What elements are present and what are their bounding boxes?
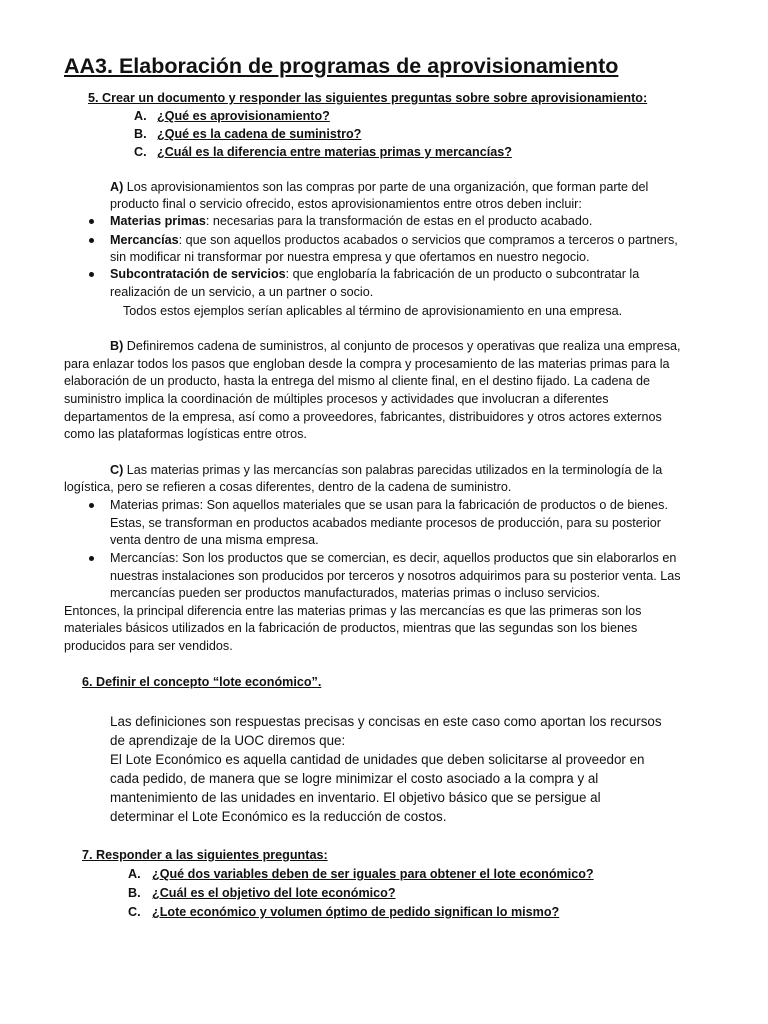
answer-b-paragraph: [110, 338, 681, 356]
bullet-text: venta dentro de una misma empresa.: [110, 533, 319, 547]
answer-a-label: A): [110, 180, 124, 194]
question-letter: C.: [128, 905, 141, 919]
answer-c-paragraph: [110, 462, 662, 480]
section-6-line: El Lote Económico es aquella cantidad de unidades que deben solicitarse al proveedor en: [110, 752, 645, 767]
bullet-text: nuestras instalaciones son producidos por terceros y nosotros adquirimos para su posterior venta. Las: [110, 569, 681, 583]
bullet-term: Materias primas: [110, 214, 206, 228]
bullet-text: : necesarias para la transformación de estas en el producto acabado.: [205, 214, 593, 228]
answer-a-paragraph: [110, 179, 648, 197]
answer-c-line: logística, pero se refieren a cosas diferentes, dentro de la cadena de suministro.: [64, 480, 512, 494]
bullet-text: : que son aquellos productos acabados o servicios que compramos a terceros o partners,: [178, 233, 678, 247]
answer-b-line: Definiremos cadena de suministros, al conjunto de procesos y operativas que realiza una empresa,: [123, 339, 681, 353]
bullet-icon: [89, 219, 94, 224]
answer-a-closing: Todos estos ejemplos serían aplicables al término de aprovisionamiento en una empresa.: [123, 304, 623, 318]
section-7-heading: 7. Responder a las siguientes preguntas:: [82, 848, 328, 862]
question-letter: B.: [128, 886, 141, 900]
answer-c-closing: materiales básicos utilizados en la fabricación de productos, mientras que las segundas son los bienes: [64, 621, 638, 635]
question-letter: B.: [134, 127, 147, 141]
bullet-icon: [89, 272, 94, 277]
question-text: ¿Cuál es el objetivo del lote económico?: [152, 886, 396, 900]
answer-a-line: producto final o servicio ofrecido, estos aprovisionamientos entre otros deben incluir:: [110, 197, 582, 211]
bullet-icon: [89, 556, 94, 561]
bullet-item: [110, 232, 678, 250]
bullet-icon: [89, 503, 94, 508]
answer-b-line: departamentos de la empresa, así como a proveedores, fabricantes, distribuidores y otros actores externos: [64, 410, 662, 424]
question-text: ¿Qué es la cadena de suministro?: [157, 127, 362, 141]
bullet-item: [110, 213, 592, 231]
bullet-text: Materias primas: Son aquellos materiales que se usan para la fabricación de productos o de bienes.: [110, 498, 668, 512]
section-5-heading: 5. Crear un documento y responder las siguientes preguntas sobre sobre aprovisionamiento:: [88, 91, 648, 105]
question-letter: C.: [134, 145, 147, 159]
bullet-text: mercancías pueden ser productos manufacturados, materias primas o incluso servicios.: [110, 586, 600, 600]
question-text: ¿Qué es aprovisionamiento?: [157, 109, 330, 123]
bullet-text: : que englobaría la fabricación de un producto o subcontratar la: [285, 267, 640, 281]
answer-c-label: C): [110, 463, 124, 477]
answer-b-line: suministro implica la coordinación de múltiples procesos y actividades que involucran a diferentes: [64, 392, 609, 406]
question-letter: A.: [134, 109, 147, 123]
section-6-line: de aprendizaje de la UOC diremos que:: [110, 733, 346, 748]
answer-c-line: Las materias primas y las mercancías son palabras parecidas utilizados en la terminología de la: [123, 463, 663, 477]
bullet-text: realización de un servicio, a un partner o socio.: [110, 285, 374, 299]
section-6-line: determinar el Lote Económico es la reducción de costos.: [110, 809, 447, 824]
section-6-heading: 6. Definir el concepto “lote económico”.: [82, 675, 322, 689]
question-text: ¿Cuál es la diferencia entre materias primas y mercancías?: [157, 145, 512, 159]
answer-b-label: B): [110, 339, 124, 353]
bullet-term: Subcontratación de servicios: [110, 267, 286, 281]
bullet-text: sin modificar ni transformar por nuestra empresa y que ofertamos en nuestro negocio.: [110, 250, 590, 264]
bullet-item: [110, 266, 639, 284]
document-title: AA3. Elaboración de programas de aprovisionamiento: [64, 54, 619, 78]
section-6-line: Las definiciones son respuestas precisas y concisas en este caso como aportan los recursos: [110, 714, 662, 729]
question-letter: A.: [128, 867, 141, 881]
answer-a-line: Los aprovisionamientos son las compras por parte de una organización, que forman parte del: [123, 180, 649, 194]
answer-b-line: elaboración de un producto, hasta la entrega del mismo al cliente final, en el destino fijado. La cadena de: [64, 374, 650, 388]
answer-b-line: para enlazar todos los pasos que engloban desde la compra y procesamiento de las materias primas para la: [64, 357, 670, 371]
question-text: ¿Lote económico y volumen óptimo de pedido significan lo mismo?: [152, 905, 560, 919]
answer-b-line: como las plataformas logísticas entre otros.: [64, 427, 307, 441]
bullet-icon: [89, 238, 94, 243]
bullet-text: Mercancías: Son los productos que se comercian, es decir, aquellos productos que sin elaborarlos en: [110, 551, 677, 565]
bullet-term: Mercancías: [110, 233, 179, 247]
section-6-line: cada pedido, de manera que se logre minimizar el costo asociado a la compra y al: [110, 771, 599, 786]
section-6-line: mantenimiento de las unidades en inventario. El objetivo básico que se persigue al: [110, 790, 601, 805]
question-text: ¿Qué dos variables deben de ser iguales para obtener el lote económico?: [152, 867, 594, 881]
bullet-text: Estas, se transforman en productos acabados mediante procesos de producción, para su posterior: [110, 516, 661, 530]
answer-c-closing: producidos para ser vendidos.: [64, 639, 233, 653]
answer-c-closing: Entonces, la principal diferencia entre las materias primas y las mercancías es que las primeras son los: [64, 604, 642, 618]
